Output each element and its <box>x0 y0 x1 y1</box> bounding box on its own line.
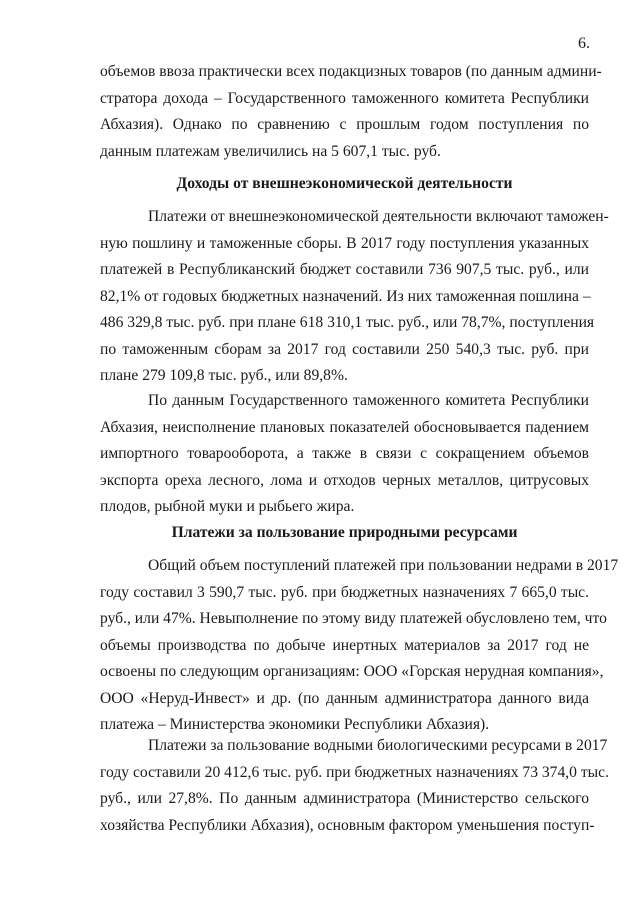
text-line: данным платежам увеличились на 5 607,1 тыс. руб. <box>100 142 441 160</box>
text-line: Платежи за пользование водными биологическими ресурсами в 2017 <box>148 737 608 754</box>
paragraph-water-bio-resources <box>100 733 609 839</box>
text-line: освоены по следующим организациям: ООО «Горская нерудная компания», <box>100 663 604 680</box>
paragraph-subsoil-payments <box>100 553 619 739</box>
paragraph-continuation <box>100 59 602 165</box>
text-line: ную пошлину и таможенные сборы. В 2017 году поступления указанных <box>100 234 589 252</box>
text-line: плане 279 109,8 тыс. руб., или 89,8%. <box>100 367 348 384</box>
text-line: объемов ввоза практически всех подакцизных товаров (по данным админи- <box>100 63 602 80</box>
text-line: году составили 20 412,6 тыс. руб. при бюджетных назначениях 73 374,0 тыс. <box>100 763 609 781</box>
text-line: Платежи от внешнеэкономической деятельности включают таможен- <box>148 208 609 225</box>
text-line: платежа – Министерства экономики Республики Абхазия). <box>100 716 490 733</box>
text-line: году составил 3 590,7 тыс. руб. при бюджетных назначениях 7 665,0 тыс. <box>100 583 589 601</box>
text-line: Абхазия, неисполнение плановых показателей обосновывается падением <box>100 418 589 436</box>
text-line: импортного товарооборота, а также в связи с сокращением объемов <box>100 445 589 462</box>
section-heading-foreign-economic: Доходы от внешнеэкономической деятельности <box>176 175 513 192</box>
text-line: Абхазия). Однако по сравнению с прошлым годом поступления по <box>100 116 589 133</box>
text-line: Общий объем поступлений платежей при пользовании недрами в 2017 <box>148 557 619 574</box>
text-line: руб., или 27,8%. По данным администратора (Министерство сельского <box>100 790 589 807</box>
text-line: 486 329,8 тыс. руб. при плане 618 310,1 тыс. руб., или 78,7%, поступления <box>100 314 595 331</box>
section-heading-natural-resources: Платежи за пользование природными ресурсами <box>171 524 518 541</box>
text-line: руб., или 47%. Невыполнение по этому виду платежей обусловлено тем, что <box>100 610 607 627</box>
text-line: плодов, рыбной муки и рыбьего жира. <box>100 498 355 515</box>
text-line: ООО «Неруд-Инвест» и др. (по данным администратора данного вида <box>100 689 589 707</box>
text-line: платежей в Республиканский бюджет составили 736 907,5 тыс. руб., или <box>100 261 589 278</box>
text-line: По данным Государственного таможенного комитета Республики <box>148 392 589 409</box>
text-line: стратора дохода – Государственного таможенного комитета Республики <box>100 89 589 107</box>
text-line: объемы производства по добыче инертных материалов за 2017 год не <box>100 636 589 654</box>
text-line: 82,1% от годовых бюджетных назначений. Из них таможенная пошлина – <box>100 287 591 305</box>
paragraph-foreign-economic-payments <box>100 204 609 390</box>
text-line: хозяйства Республики Абхазия), основным фактором уменьшения поступ- <box>100 816 595 834</box>
text-line: по таможенным сборам за 2017 год составили 250 540,3 тыс. руб. при <box>100 340 589 358</box>
text-line: экспорта ореха лесного, лома и отходов черных металлов, цитрусовых <box>100 471 589 489</box>
paragraph-customs-committee <box>100 388 589 521</box>
page-number: 6. <box>578 35 590 52</box>
